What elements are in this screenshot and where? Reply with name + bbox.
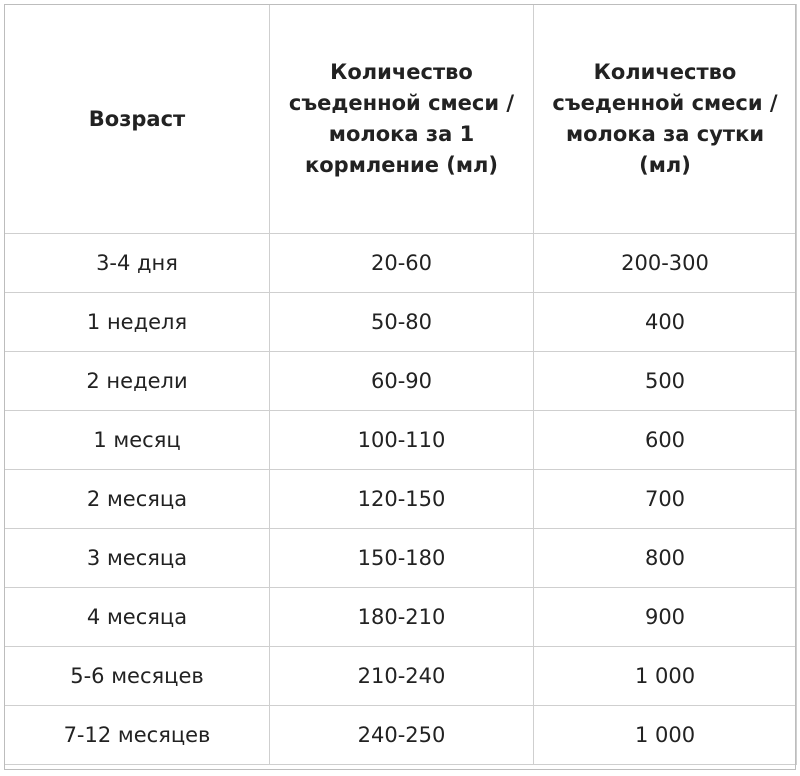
cell-age: 7-12 месяцев <box>5 706 270 765</box>
cell-per-day: 600 <box>534 411 797 470</box>
table-row <box>5 588 797 647</box>
cell-age: 3 месяца <box>5 529 270 588</box>
cell-per-day: 1 000 <box>534 647 797 706</box>
feeding-table <box>4 4 797 765</box>
cell-per-day: 500 <box>534 352 797 411</box>
cell-per-feeding: 100-110 <box>270 411 534 470</box>
header-row <box>5 5 797 234</box>
cell-per-day: 700 <box>534 470 797 529</box>
cell-age: 2 недели <box>5 352 270 411</box>
cell-per-day: 1 000 <box>534 706 797 765</box>
cell-age: 3-4 дня <box>5 234 270 293</box>
header-age: Возраст <box>5 5 270 234</box>
header-per-feeding: Количество съеденной смеси / молока за 1 кормление (мл) <box>270 5 534 234</box>
table-row <box>5 706 797 765</box>
cell-per-feeding: 60-90 <box>270 352 534 411</box>
cell-per-feeding: 180-210 <box>270 588 534 647</box>
table-row <box>5 234 797 293</box>
cell-per-feeding: 120-150 <box>270 470 534 529</box>
table-row <box>5 470 797 529</box>
cell-age: 2 месяца <box>5 470 270 529</box>
cell-per-feeding: 20-60 <box>270 234 534 293</box>
cell-per-day: 400 <box>534 293 797 352</box>
table-row <box>5 293 797 352</box>
cell-per-feeding: 210-240 <box>270 647 534 706</box>
cell-age: 5-6 месяцев <box>5 647 270 706</box>
cell-per-day: 800 <box>534 529 797 588</box>
cell-age: 4 месяца <box>5 588 270 647</box>
cell-per-feeding: 150-180 <box>270 529 534 588</box>
cell-per-feeding: 240-250 <box>270 706 534 765</box>
cell-per-feeding: 50-80 <box>270 293 534 352</box>
table-row <box>5 352 797 411</box>
header-per-day: Количество съеденной смеси / молока за сутки (мл) <box>534 5 797 234</box>
table-row <box>5 529 797 588</box>
cell-per-day: 900 <box>534 588 797 647</box>
cell-per-day: 200-300 <box>534 234 797 293</box>
table-row <box>5 647 797 706</box>
cell-age: 1 неделя <box>5 293 270 352</box>
cell-age: 1 месяц <box>5 411 270 470</box>
table-row <box>5 411 797 470</box>
